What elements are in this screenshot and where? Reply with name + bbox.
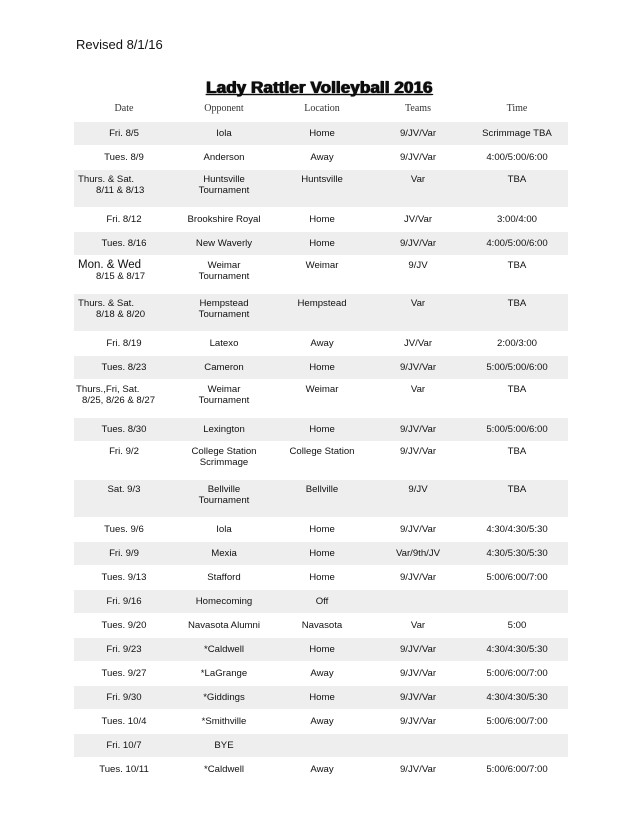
cell-time: 5:00 <box>466 614 568 638</box>
cell-opponent: Homecoming <box>174 590 274 614</box>
cell-opponent: *Caldwell <box>174 758 274 782</box>
table-row <box>74 122 568 146</box>
cell-time: 4:00/5:00/6:00 <box>466 146 568 170</box>
date-line-1: Mon. & Wed <box>78 259 142 271</box>
cell-location: Home <box>274 418 370 442</box>
cell-location: Weimar <box>274 380 370 418</box>
cell-date: Fri. 10/7 <box>74 734 174 758</box>
date-line-2: 8/11 & 8/13 <box>96 185 145 196</box>
cell-opponent: Iola <box>174 122 274 146</box>
cell-location: Away <box>274 146 370 170</box>
cell-date: Tues. 10/4 <box>74 710 174 734</box>
table-row <box>74 758 568 782</box>
cell-opponent: Brookshire Royal <box>174 208 274 232</box>
cell-teams: 9/JV <box>370 480 466 518</box>
cell-teams: Var <box>370 614 466 638</box>
cell-location: Home <box>274 122 370 146</box>
cell-date <box>74 256 174 294</box>
cell-date: Fri. 8/12 <box>74 208 174 232</box>
cell-date: Tues. 9/27 <box>74 662 174 686</box>
schedule-table <box>74 121 568 781</box>
cell-teams: 9/JV/Var <box>370 758 466 782</box>
cell-location: Huntsville <box>274 170 370 208</box>
cell-opponent: Stafford <box>174 566 274 590</box>
cell-date: Fri. 9/30 <box>74 686 174 710</box>
date-line-2: 8/15 & 8/17 <box>96 271 146 282</box>
cell-opponent <box>174 294 274 332</box>
cell-opponent: *Giddings <box>174 686 274 710</box>
cell-date: Tues. 8/16 <box>74 232 174 256</box>
cell-time: 4:00/5:00/6:00 <box>466 232 568 256</box>
opponent-line-2: Tournament <box>198 271 250 282</box>
cell-date: Tues. 9/6 <box>74 518 174 542</box>
cell-date <box>74 170 174 208</box>
table-row <box>74 614 568 638</box>
cell-teams: 9/JV/Var <box>370 232 466 256</box>
table-row <box>74 662 568 686</box>
cell-opponent: Navasota Alumni <box>174 614 274 638</box>
cell-location: Home <box>274 232 370 256</box>
cell-teams: Var <box>370 380 466 418</box>
cell-date: Sat. 9/3 <box>74 480 174 518</box>
page-title: Lady Rattler Volleyball 2016 <box>205 78 433 97</box>
cell-teams: 9/JV/Var <box>370 566 466 590</box>
cell-teams: 9/JV/Var <box>370 710 466 734</box>
cell-date: Fri. 8/5 <box>74 122 174 146</box>
table-row <box>74 232 568 256</box>
cell-opponent: Mexia <box>174 542 274 566</box>
opponent-line-1: College Station <box>191 446 257 457</box>
cell-time: 5:00/6:00/7:00 <box>466 758 568 782</box>
table-row <box>74 380 568 418</box>
cell-opponent <box>174 256 274 294</box>
table-header <box>74 103 568 117</box>
cell-time: TBA <box>466 294 568 332</box>
cell-teams: 9/JV/Var <box>370 356 466 380</box>
table-row <box>74 480 568 518</box>
cell-teams: Var <box>370 170 466 208</box>
cell-time: TBA <box>466 480 568 518</box>
cell-teams: 9/JV/Var <box>370 686 466 710</box>
cell-time: 4:30/4:30/5:30 <box>466 638 568 662</box>
cell-location <box>274 734 370 758</box>
opponent-line-1: Hempstead <box>199 298 249 309</box>
table-row <box>74 638 568 662</box>
opponent-line-1: Weimar <box>207 260 241 271</box>
cell-location: Weimar <box>274 256 370 294</box>
opponent-line-1: Bellville <box>207 484 241 495</box>
opponent-line-2: Tournament <box>198 395 250 406</box>
cell-time: 5:00/6:00/7:00 <box>466 662 568 686</box>
cell-date: Fri. 9/9 <box>74 542 174 566</box>
cell-location: Away <box>274 332 370 356</box>
cell-date <box>74 380 174 418</box>
table-row <box>74 332 568 356</box>
cell-teams: 9/JV/Var <box>370 662 466 686</box>
cell-date: Fri. 9/16 <box>74 590 174 614</box>
cell-opponent <box>174 442 274 480</box>
cell-location: Home <box>274 518 370 542</box>
cell-location: Navasota <box>274 614 370 638</box>
cell-teams: JV/Var <box>370 332 466 356</box>
date-line-1: Thurs. & Sat. <box>78 174 134 185</box>
cell-time: TBA <box>466 442 568 480</box>
cell-teams: 9/JV/Var <box>370 638 466 662</box>
cell-opponent: *LaGrange <box>174 662 274 686</box>
cell-opponent: Iola <box>174 518 274 542</box>
cell-time: 5:00/5:00/6:00 <box>466 418 568 442</box>
cell-time: 4:30/4:30/5:30 <box>466 518 568 542</box>
cell-location: Home <box>274 542 370 566</box>
cell-opponent: New Waverly <box>174 232 274 256</box>
table-row <box>74 686 568 710</box>
cell-location: Away <box>274 662 370 686</box>
date-line-2: 8/25, 8/26 & 8/27 <box>82 395 156 406</box>
cell-time: 5:00/6:00/7:00 <box>466 566 568 590</box>
cell-time: Scrimmage TBA <box>466 122 568 146</box>
cell-time: 4:30/4:30/5:30 <box>466 686 568 710</box>
cell-date: Tues. 8/9 <box>74 146 174 170</box>
table-row <box>74 734 568 758</box>
cell-location: Hempstead <box>274 294 370 332</box>
cell-teams: JV/Var <box>370 208 466 232</box>
cell-date: Tues. 8/23 <box>74 356 174 380</box>
cell-time <box>466 590 568 614</box>
opponent-line-2: Tournament <box>198 185 250 196</box>
opponent-line-2: Tournament <box>198 309 250 320</box>
cell-teams: 9/JV/Var <box>370 442 466 480</box>
cell-opponent <box>174 480 274 518</box>
cell-location: College Station <box>274 442 370 480</box>
cell-time: 2:00/3:00 <box>466 332 568 356</box>
cell-location: Home <box>274 686 370 710</box>
cell-location: Off <box>274 590 370 614</box>
cell-teams <box>370 734 466 758</box>
cell-date: Tues. 8/30 <box>74 418 174 442</box>
cell-teams: 9/JV/Var <box>370 518 466 542</box>
table-row <box>74 294 568 332</box>
cell-location: Home <box>274 566 370 590</box>
cell-teams: Var <box>370 294 466 332</box>
cell-location: Away <box>274 758 370 782</box>
cell-location: Home <box>274 208 370 232</box>
cell-teams <box>370 590 466 614</box>
cell-location: Home <box>274 356 370 380</box>
cell-opponent <box>174 170 274 208</box>
cell-teams: Var/9th/JV <box>370 542 466 566</box>
date-line-2: 8/18 & 8/20 <box>96 309 146 320</box>
cell-teams: 9/JV/Var <box>370 122 466 146</box>
cell-teams: 9/JV <box>370 256 466 294</box>
cell-teams: 9/JV/Var <box>370 418 466 442</box>
cell-date: Fri. 8/19 <box>74 332 174 356</box>
table-row <box>74 442 568 480</box>
table-row <box>74 146 568 170</box>
header-location: Location <box>304 103 340 114</box>
header-date: Date <box>114 103 134 114</box>
cell-location: Bellville <box>274 480 370 518</box>
cell-date: Fri. 9/2 <box>74 442 174 480</box>
opponent-line-2: Tournament <box>198 495 250 506</box>
cell-date: Tues. 10/11 <box>74 758 174 782</box>
date-line-1: Thurs. & Sat. <box>78 298 134 309</box>
cell-opponent <box>174 380 274 418</box>
header-opponent: Opponent <box>204 103 244 114</box>
cell-opponent: BYE <box>174 734 274 758</box>
cell-time: 5:00/5:00/6:00 <box>466 356 568 380</box>
table-row <box>74 710 568 734</box>
opponent-line-2: Scrimmage <box>199 457 249 468</box>
cell-opponent: *Smithville <box>174 710 274 734</box>
table-row <box>74 170 568 208</box>
table-row <box>74 418 568 442</box>
cell-time: 5:00/6:00/7:00 <box>466 710 568 734</box>
cell-date: Fri. 9/23 <box>74 638 174 662</box>
cell-teams: 9/JV/Var <box>370 146 466 170</box>
table-row <box>74 256 568 294</box>
cell-opponent: Cameron <box>174 356 274 380</box>
table-row <box>74 542 568 566</box>
table-row <box>74 518 568 542</box>
cell-opponent: Anderson <box>174 146 274 170</box>
cell-date: Tues. 9/13 <box>74 566 174 590</box>
table-row <box>74 208 568 232</box>
date-line-1: Thurs.,Fri, Sat. <box>76 384 140 395</box>
cell-time: TBA <box>466 256 568 294</box>
cell-opponent: Lexington <box>174 418 274 442</box>
cell-time: TBA <box>466 380 568 418</box>
cell-location: Away <box>274 710 370 734</box>
revised-date: Revised 8/1/16 <box>76 37 163 52</box>
cell-time: TBA <box>466 170 568 208</box>
table-row <box>74 590 568 614</box>
cell-opponent: Latexo <box>174 332 274 356</box>
cell-date <box>74 294 174 332</box>
cell-location: Home <box>274 638 370 662</box>
cell-opponent: *Caldwell <box>174 638 274 662</box>
opponent-line-1: Weimar <box>207 384 241 395</box>
table-row <box>74 566 568 590</box>
header-time: Time <box>506 103 528 114</box>
header-teams: Teams <box>405 103 431 114</box>
cell-time: 4:30/5:30/5:30 <box>466 542 568 566</box>
cell-date: Tues. 9/20 <box>74 614 174 638</box>
cell-time: 3:00/4:00 <box>466 208 568 232</box>
table-row <box>74 356 568 380</box>
cell-time <box>466 734 568 758</box>
opponent-line-1: Huntsville <box>203 174 245 185</box>
